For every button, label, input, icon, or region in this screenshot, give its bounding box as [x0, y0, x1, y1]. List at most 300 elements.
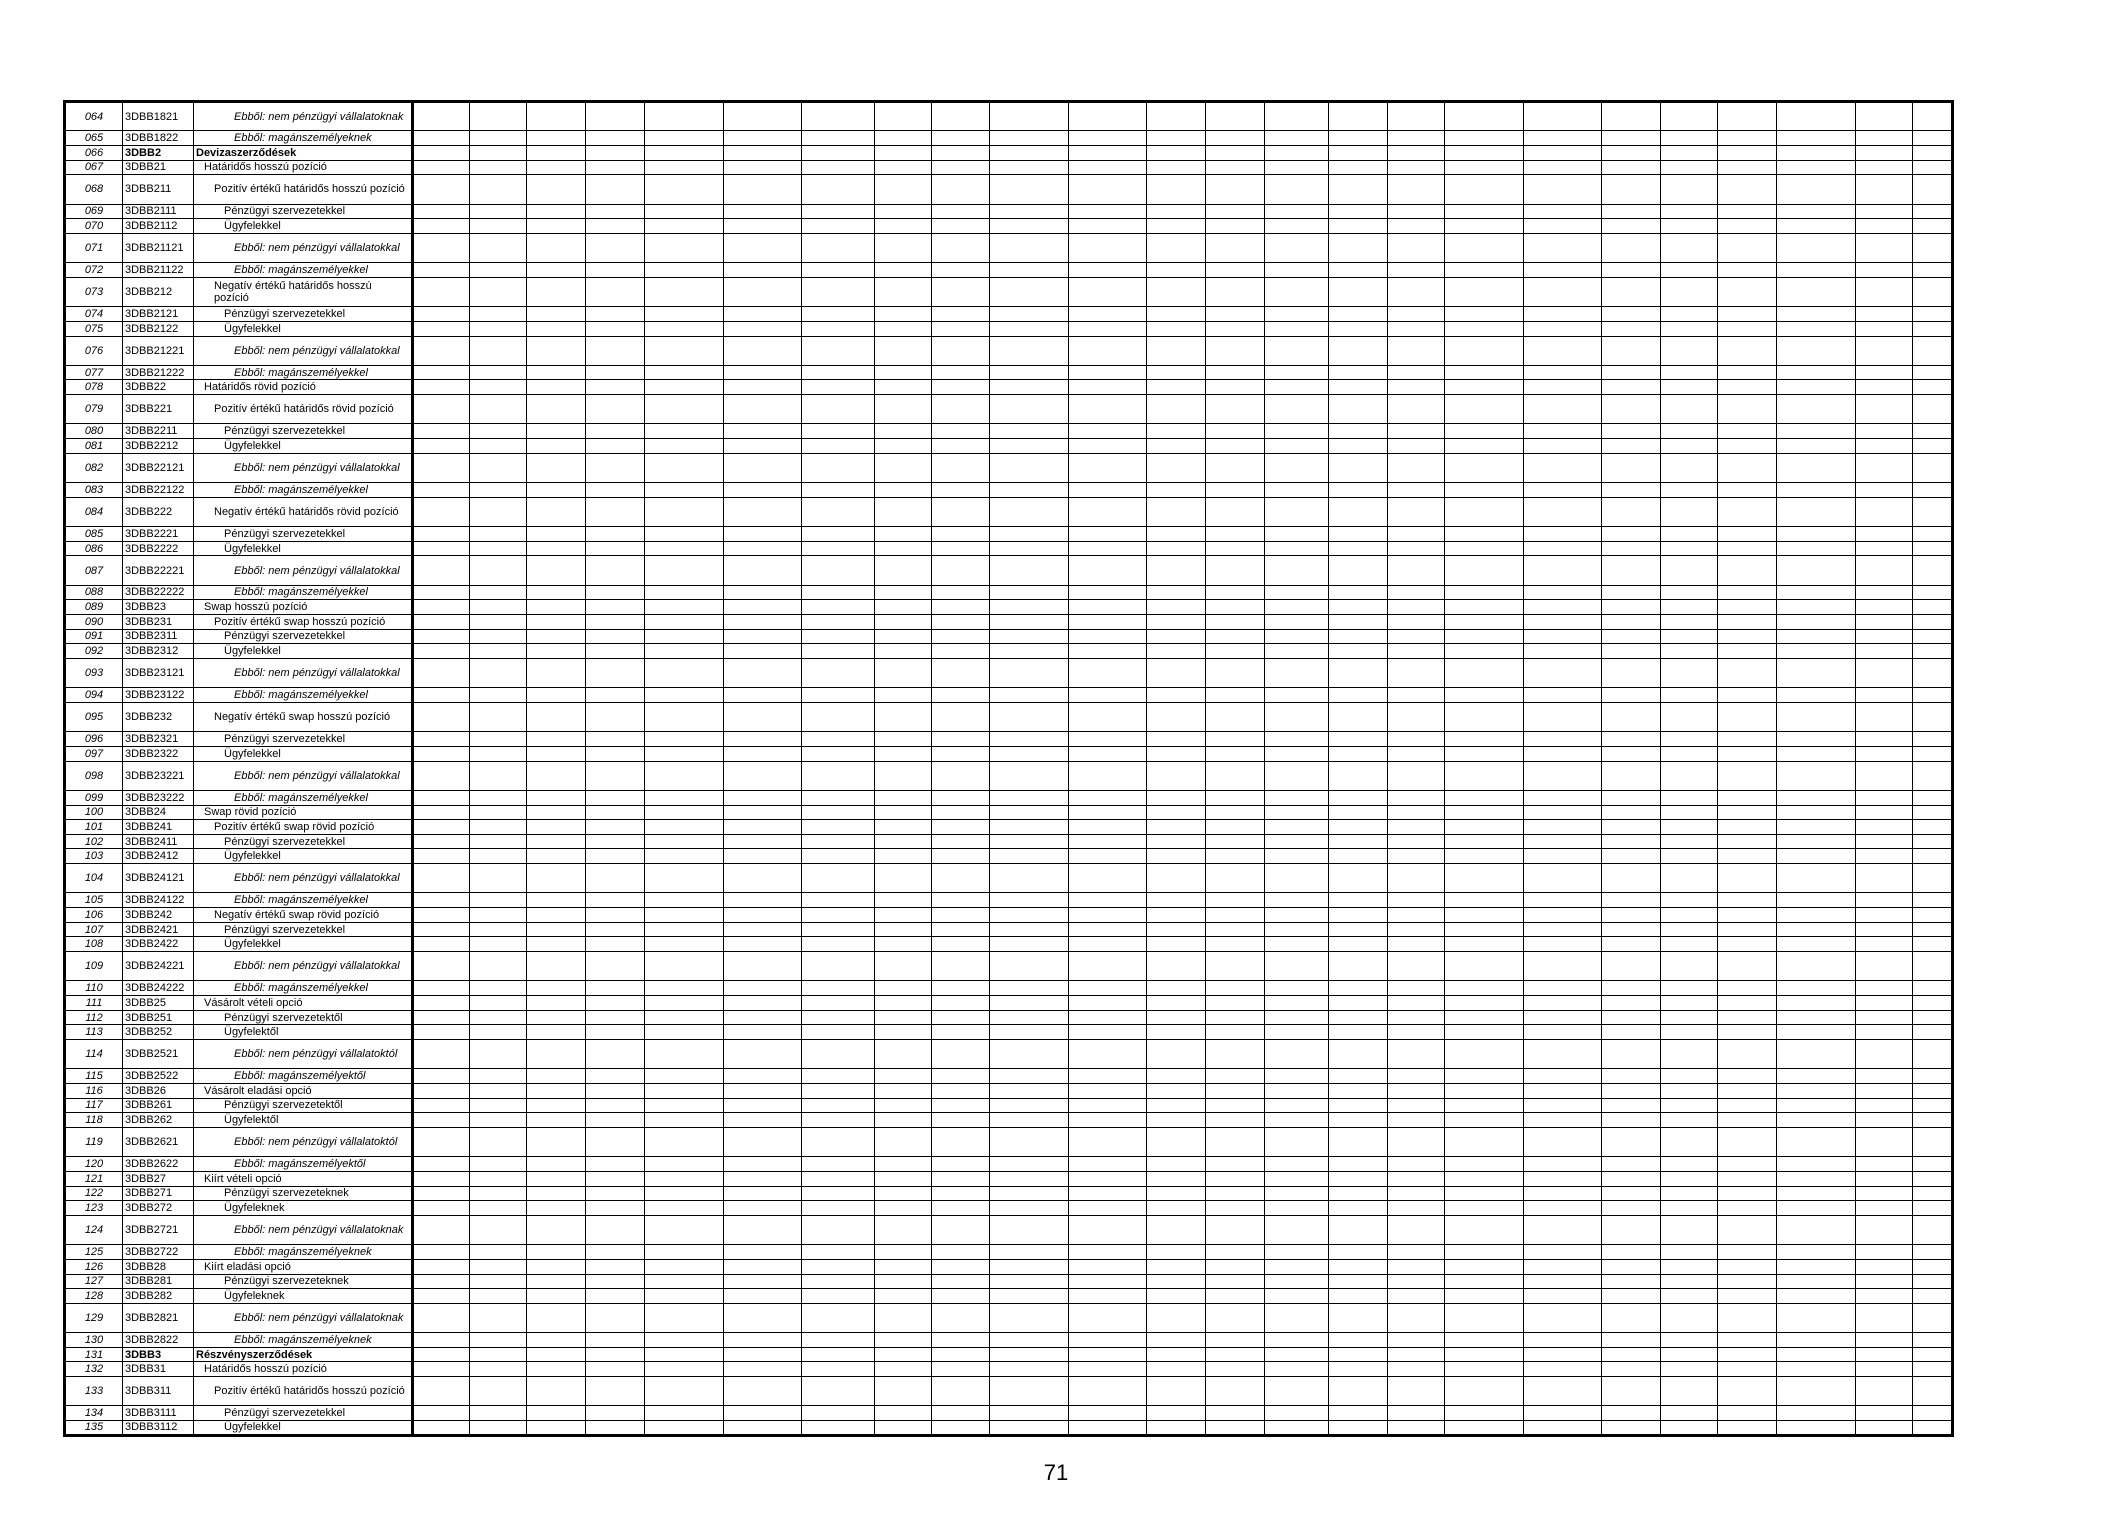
row-code: 3DBB2721: [123, 1215, 194, 1244]
value-cell: [1913, 1201, 1953, 1216]
value-cell: [875, 864, 932, 893]
value-cell: [724, 1245, 802, 1260]
value-cell: [1206, 233, 1265, 262]
report-sheet: [63, 100, 2060, 1440]
value-cell: [1777, 834, 1856, 849]
value-cell: [527, 1113, 586, 1128]
value-cell: [586, 527, 645, 542]
value-cell: [1777, 644, 1856, 659]
value-cell: [586, 233, 645, 262]
value-cell: [1329, 453, 1388, 482]
value-cell: [1329, 658, 1388, 687]
value-cell: [802, 439, 875, 454]
value-cell: [1602, 1113, 1661, 1128]
value-cell: [1661, 263, 1718, 278]
value-cell: [1445, 658, 1524, 687]
row-code: 3DBB24: [123, 805, 194, 820]
row-label: Ebből: nem pénzügyi vállalatokkal: [194, 658, 413, 687]
value-cell: [586, 893, 645, 908]
value-cell: [932, 790, 990, 805]
value-cell: [413, 702, 470, 731]
value-cell: [1265, 922, 1329, 937]
value-cell: [990, 600, 1069, 615]
table-row: [65, 365, 1953, 380]
value-cell: [1388, 497, 1445, 526]
value-cell: [1913, 336, 1953, 365]
value-cell: [1913, 746, 1953, 761]
value-cell: [586, 644, 645, 659]
row-label: Vásárolt vételi opció: [194, 996, 413, 1011]
value-cell: [470, 922, 527, 937]
value-cell: [1265, 614, 1329, 629]
row-number: 088: [65, 585, 123, 600]
value-cell: [875, 585, 932, 600]
row-code: 3DBB2521: [123, 1040, 194, 1069]
value-cell: [932, 1303, 990, 1332]
row-code: 3DBB2: [123, 145, 194, 160]
value-cell: [1388, 849, 1445, 864]
row-number: 086: [65, 541, 123, 556]
value-cell: [1524, 702, 1602, 731]
value-cell: [1329, 263, 1388, 278]
value-cell: [1206, 380, 1265, 395]
row-label: Ebből: nem pénzügyi vállalatoknak: [194, 1215, 413, 1244]
value-cell: [470, 175, 527, 204]
value-cell: [1147, 658, 1206, 687]
row-label: Negatív értékű swap hosszú pozíció: [194, 702, 413, 731]
value-cell: [1206, 805, 1265, 820]
row-code: 3DBB23222: [123, 790, 194, 805]
value-cell: [1602, 204, 1661, 219]
value-cell: [1913, 541, 1953, 556]
value-cell: [586, 996, 645, 1011]
value-cell: [1147, 996, 1206, 1011]
value-cell: [1661, 380, 1718, 395]
value-cell: [1913, 1157, 1953, 1172]
value-cell: [1856, 424, 1913, 439]
value-cell: [1147, 1127, 1206, 1156]
table-row: [65, 321, 1953, 336]
value-cell: [1913, 761, 1953, 790]
table-row: [65, 541, 1953, 556]
value-cell: [802, 365, 875, 380]
value-cell: [1069, 600, 1147, 615]
value-cell: [875, 556, 932, 585]
value-cell: [413, 1025, 470, 1040]
value-cell: [1445, 204, 1524, 219]
value-cell: [1445, 893, 1524, 908]
value-cell: [1718, 834, 1777, 849]
value-cell: [1388, 131, 1445, 146]
value-cell: [1913, 688, 1953, 703]
value-cell: [990, 233, 1069, 262]
value-cell: [990, 1127, 1069, 1156]
value-cell: [1329, 790, 1388, 805]
value-cell: [527, 1347, 586, 1362]
value-cell: [1856, 688, 1913, 703]
value-cell: [1147, 614, 1206, 629]
value-cell: [724, 761, 802, 790]
value-cell: [1661, 1010, 1718, 1025]
value-cell: [875, 233, 932, 262]
value-cell: [586, 541, 645, 556]
value-cell: [1718, 614, 1777, 629]
value-cell: [527, 688, 586, 703]
table-row: [65, 145, 1953, 160]
value-cell: [1524, 893, 1602, 908]
value-cell: [586, 1040, 645, 1069]
value-cell: [1661, 1083, 1718, 1098]
value-cell: [1718, 922, 1777, 937]
value-cell: [1388, 145, 1445, 160]
value-cell: [1913, 380, 1953, 395]
value-cell: [1265, 1186, 1329, 1201]
value-cell: [724, 746, 802, 761]
value-cell: [1777, 1201, 1856, 1216]
value-cell: [1913, 1406, 1953, 1421]
value-cell: [527, 585, 586, 600]
value-cell: [1147, 380, 1206, 395]
value-cell: [1445, 1025, 1524, 1040]
value-cell: [1069, 922, 1147, 937]
value-cell: [1206, 1347, 1265, 1362]
value-cell: [1661, 1186, 1718, 1201]
value-cell: [1445, 365, 1524, 380]
value-cell: [1265, 483, 1329, 498]
value-cell: [1777, 952, 1856, 981]
value-cell: [1388, 204, 1445, 219]
value-cell: [1206, 761, 1265, 790]
row-number: 130: [65, 1333, 123, 1348]
value-cell: [724, 1274, 802, 1289]
row-number: 123: [65, 1201, 123, 1216]
value-cell: [1388, 277, 1445, 306]
value-cell: [1206, 996, 1265, 1011]
value-cell: [1265, 805, 1329, 820]
row-label: Negatív értékű swap rövid pozíció: [194, 908, 413, 923]
table-row: [65, 131, 1953, 146]
value-cell: [586, 1069, 645, 1084]
value-cell: [1718, 204, 1777, 219]
value-cell: [1445, 145, 1524, 160]
value-cell: [875, 702, 932, 731]
value-cell: [1661, 1201, 1718, 1216]
value-cell: [413, 644, 470, 659]
value-cell: [645, 424, 724, 439]
value-cell: [1602, 864, 1661, 893]
row-number: 069: [65, 204, 123, 219]
value-cell: [724, 527, 802, 542]
value-cell: [875, 761, 932, 790]
row-number: 122: [65, 1186, 123, 1201]
value-cell: [470, 1186, 527, 1201]
value-cell: [1265, 541, 1329, 556]
value-cell: [470, 336, 527, 365]
row-number: 121: [65, 1171, 123, 1186]
value-cell: [1913, 644, 1953, 659]
value-cell: [1661, 805, 1718, 820]
value-cell: [586, 102, 645, 131]
value-cell: [1206, 1289, 1265, 1304]
value-cell: [932, 1025, 990, 1040]
row-code: 3DBB31: [123, 1362, 194, 1377]
value-cell: [802, 1025, 875, 1040]
value-cell: [1147, 321, 1206, 336]
value-cell: [527, 1421, 586, 1436]
value-cell: [1388, 952, 1445, 981]
value-cell: [1069, 424, 1147, 439]
value-cell: [724, 204, 802, 219]
value-cell: [1265, 497, 1329, 526]
value-cell: [990, 849, 1069, 864]
value-cell: [1913, 145, 1953, 160]
value-cell: [802, 629, 875, 644]
value-cell: [1388, 1333, 1445, 1348]
value-cell: [1602, 1083, 1661, 1098]
value-cell: [1913, 1113, 1953, 1128]
value-cell: [413, 981, 470, 996]
value-cell: [1206, 1215, 1265, 1244]
row-code: 3DBB262: [123, 1113, 194, 1128]
table-row: [65, 1406, 1953, 1421]
value-cell: [1718, 1377, 1777, 1406]
value-cell: [1777, 102, 1856, 131]
value-cell: [1856, 614, 1913, 629]
value-cell: [527, 849, 586, 864]
value-cell: [1206, 644, 1265, 659]
value-cell: [1856, 219, 1913, 234]
row-code: 3DBB2522: [123, 1069, 194, 1084]
value-cell: [413, 658, 470, 687]
value-cell: [1147, 1157, 1206, 1172]
row-code: 3DBB2111: [123, 204, 194, 219]
value-cell: [1777, 307, 1856, 322]
value-cell: [1524, 1201, 1602, 1216]
table-row: [65, 1083, 1953, 1098]
table-row: [65, 263, 1953, 278]
value-cell: [724, 1171, 802, 1186]
value-cell: [1913, 908, 1953, 923]
row-label: Ügyfelekkel: [194, 644, 413, 659]
value-cell: [1718, 996, 1777, 1011]
value-cell: [1913, 175, 1953, 204]
value-cell: [1329, 1098, 1388, 1113]
value-cell: [1206, 365, 1265, 380]
value-cell: [1718, 145, 1777, 160]
value-cell: [1856, 439, 1913, 454]
value-cell: [1777, 1406, 1856, 1421]
row-label: Ebből: nem pénzügyi vállalatokkal: [194, 556, 413, 585]
value-cell: [1524, 1083, 1602, 1098]
value-cell: [724, 1025, 802, 1040]
value-cell: [527, 439, 586, 454]
value-cell: [1388, 746, 1445, 761]
row-code: 3DBB22221: [123, 556, 194, 585]
value-cell: [586, 834, 645, 849]
value-cell: [1777, 1083, 1856, 1098]
value-cell: [645, 1201, 724, 1216]
value-cell: [586, 1215, 645, 1244]
row-label: Ebből: magánszemélyeknek: [194, 1245, 413, 1260]
value-cell: [470, 761, 527, 790]
row-number: 072: [65, 263, 123, 278]
value-cell: [875, 644, 932, 659]
value-cell: [1718, 556, 1777, 585]
value-cell: [1206, 1040, 1265, 1069]
value-cell: [586, 439, 645, 454]
value-cell: [802, 395, 875, 424]
row-number: 114: [65, 1040, 123, 1069]
value-cell: [1777, 1421, 1856, 1436]
value-cell: [645, 1215, 724, 1244]
row-label: Vásárolt eladási opció: [194, 1083, 413, 1098]
value-cell: [1913, 614, 1953, 629]
value-cell: [527, 204, 586, 219]
value-cell: [1445, 1186, 1524, 1201]
value-cell: [1069, 688, 1147, 703]
value-cell: [470, 1259, 527, 1274]
value-cell: [1069, 746, 1147, 761]
value-cell: [1718, 453, 1777, 482]
value-cell: [1524, 131, 1602, 146]
value-cell: [875, 614, 932, 629]
value-cell: [724, 307, 802, 322]
value-cell: [932, 688, 990, 703]
value-cell: [1777, 1025, 1856, 1040]
value-cell: [1265, 1040, 1329, 1069]
table-row: [65, 1245, 1953, 1260]
value-cell: [1913, 1274, 1953, 1289]
value-cell: [1147, 483, 1206, 498]
value-cell: [875, 1171, 932, 1186]
value-cell: [1206, 453, 1265, 482]
value-cell: [586, 629, 645, 644]
value-cell: [1265, 629, 1329, 644]
value-cell: [1913, 952, 1953, 981]
value-cell: [470, 834, 527, 849]
value-cell: [1329, 1259, 1388, 1274]
value-cell: [875, 790, 932, 805]
row-number: 068: [65, 175, 123, 204]
row-label: Ügyfelekkel: [194, 849, 413, 864]
value-cell: [1206, 1259, 1265, 1274]
value-cell: [1388, 820, 1445, 835]
value-cell: [645, 439, 724, 454]
value-cell: [724, 556, 802, 585]
value-cell: [1265, 1098, 1329, 1113]
value-cell: [1913, 732, 1953, 747]
value-cell: [413, 277, 470, 306]
value-cell: [1206, 1113, 1265, 1128]
value-cell: [1147, 424, 1206, 439]
value-cell: [1329, 1347, 1388, 1362]
value-cell: [1524, 321, 1602, 336]
value-cell: [1718, 1421, 1777, 1436]
value-cell: [932, 233, 990, 262]
value-cell: [1329, 1362, 1388, 1377]
value-cell: [527, 1186, 586, 1201]
value-cell: [1206, 1303, 1265, 1332]
value-cell: [586, 497, 645, 526]
value-cell: [1265, 1215, 1329, 1244]
value-cell: [1445, 996, 1524, 1011]
row-number: 064: [65, 102, 123, 131]
row-label: Pozitív értékű határidős rövid pozíció: [194, 395, 413, 424]
row-label: Pénzügyi szervezetekkel: [194, 834, 413, 849]
table-row: [65, 732, 1953, 747]
value-cell: [586, 453, 645, 482]
value-cell: [1718, 527, 1777, 542]
value-cell: [527, 307, 586, 322]
value-cell: [527, 981, 586, 996]
value-cell: [1147, 702, 1206, 731]
value-cell: [1718, 1406, 1777, 1421]
value-cell: [990, 527, 1069, 542]
value-cell: [470, 1421, 527, 1436]
row-number: 119: [65, 1127, 123, 1156]
row-code: 3DBB2112: [123, 219, 194, 234]
value-cell: [1661, 1215, 1718, 1244]
value-cell: [1206, 1025, 1265, 1040]
value-cell: [802, 307, 875, 322]
value-cell: [645, 1040, 724, 1069]
value-cell: [1069, 1347, 1147, 1362]
value-cell: [1329, 805, 1388, 820]
value-cell: [1661, 1245, 1718, 1260]
row-code: 3DBB3112: [123, 1421, 194, 1436]
value-cell: [1718, 629, 1777, 644]
value-cell: [1777, 1069, 1856, 1084]
value-cell: [1265, 585, 1329, 600]
value-cell: [586, 1362, 645, 1377]
value-cell: [1069, 131, 1147, 146]
value-cell: [990, 937, 1069, 952]
value-cell: [1913, 1362, 1953, 1377]
value-cell: [527, 658, 586, 687]
value-cell: [586, 658, 645, 687]
value-cell: [724, 321, 802, 336]
value-cell: [802, 600, 875, 615]
value-cell: [802, 981, 875, 996]
value-cell: [932, 321, 990, 336]
value-cell: [1329, 1186, 1388, 1201]
value-cell: [413, 160, 470, 175]
value-cell: [1661, 541, 1718, 556]
value-cell: [932, 1098, 990, 1113]
value-cell: [1206, 483, 1265, 498]
value-cell: [990, 1201, 1069, 1216]
value-cell: [413, 614, 470, 629]
value-cell: [932, 1333, 990, 1348]
value-cell: [1856, 365, 1913, 380]
value-cell: [1661, 981, 1718, 996]
value-cell: [1388, 834, 1445, 849]
value-cell: [1265, 263, 1329, 278]
value-cell: [1069, 820, 1147, 835]
value-cell: [1661, 658, 1718, 687]
value-cell: [1602, 1406, 1661, 1421]
value-cell: [1718, 1113, 1777, 1128]
value-cell: [1524, 263, 1602, 278]
value-cell: [1206, 556, 1265, 585]
row-code: 3DBB2422: [123, 937, 194, 952]
value-cell: [645, 1113, 724, 1128]
value-cell: [1661, 321, 1718, 336]
table-row: [65, 790, 1953, 805]
value-cell: [1524, 1215, 1602, 1244]
value-cell: [1777, 175, 1856, 204]
value-cell: [1206, 1171, 1265, 1186]
